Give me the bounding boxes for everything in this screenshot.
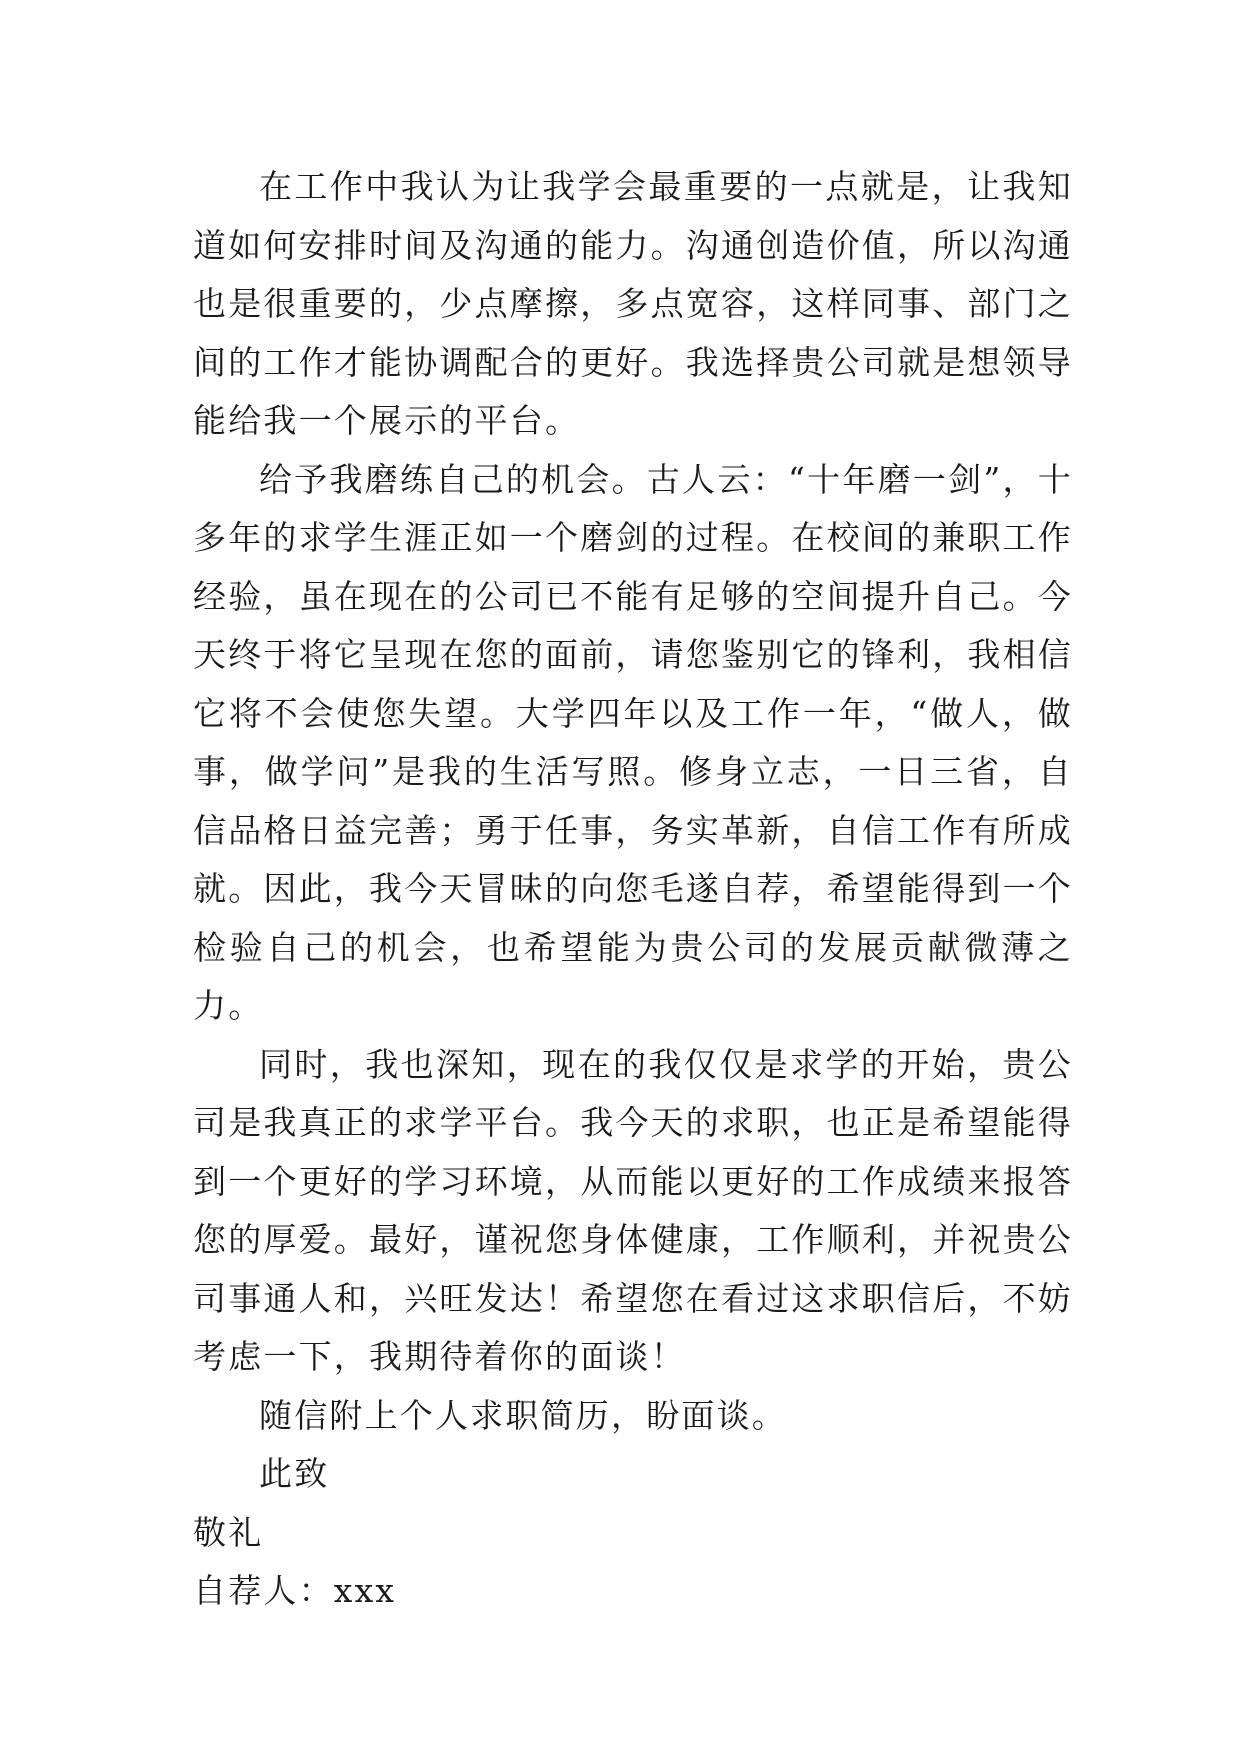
signature: 自荐人：xxx: [193, 1571, 397, 1610]
paragraph-4: 随信附上个人求职简历，盼面谈。: [259, 1395, 787, 1435]
paragraph-2: 给予我磨练自己的机会。古人云：“十年磨一剑”，十多年的求学生涯正如一个磨剑的过程。在校间的兼职工作经验，虽在现在的公司已不能有足够的空间提升自己。今天终于将它呈现在您的面前，请您鉴别它的锋利，我相信它将不会使您失望。大学四年以及工作一年，“做人，做事，做学问”是我的生活写照。修身立志，一日三省，自信品格日益完善；勇于任事，务实革新，自信工作有所成就。因此，我今天冒昧的向您毛遂自荐，希望能得到一个检验自己的机会，也希望能为贵公司的发展贡献微薄之力。: [193, 459, 1073, 1025]
paragraph-1: 在工作中我认为让我学会最重要的一点就是，让我知道如何安排时间及沟通的能力。沟通创造价值，所以沟通也是很重要的，少点摩擦，多点宽容，这样同事、部门之间的工作才能协调配合的更好。我选择贵公司就是想领导能给我一个展示的平台。: [193, 167, 1073, 440]
letter-body: [193, 158, 1073, 1621]
closing-regards: 敬礼: [193, 1512, 264, 1552]
paragraph-3: 同时，我也深知，现在的我仅仅是求学的开始，贵公司是我真正的求学平台。我今天的求职，也正是希望能得到一个更好的学习环境，从而能以更好的工作成绩来报答您的厚爱。最好，谨祝您身体健康，工作顺利，并祝贵公司事通人和，兴旺发达！希望您在看过这求职信后，不妨考虑一下，我期待着你的面谈！: [193, 1044, 1073, 1376]
closing-salutation: 此致: [259, 1454, 330, 1493]
